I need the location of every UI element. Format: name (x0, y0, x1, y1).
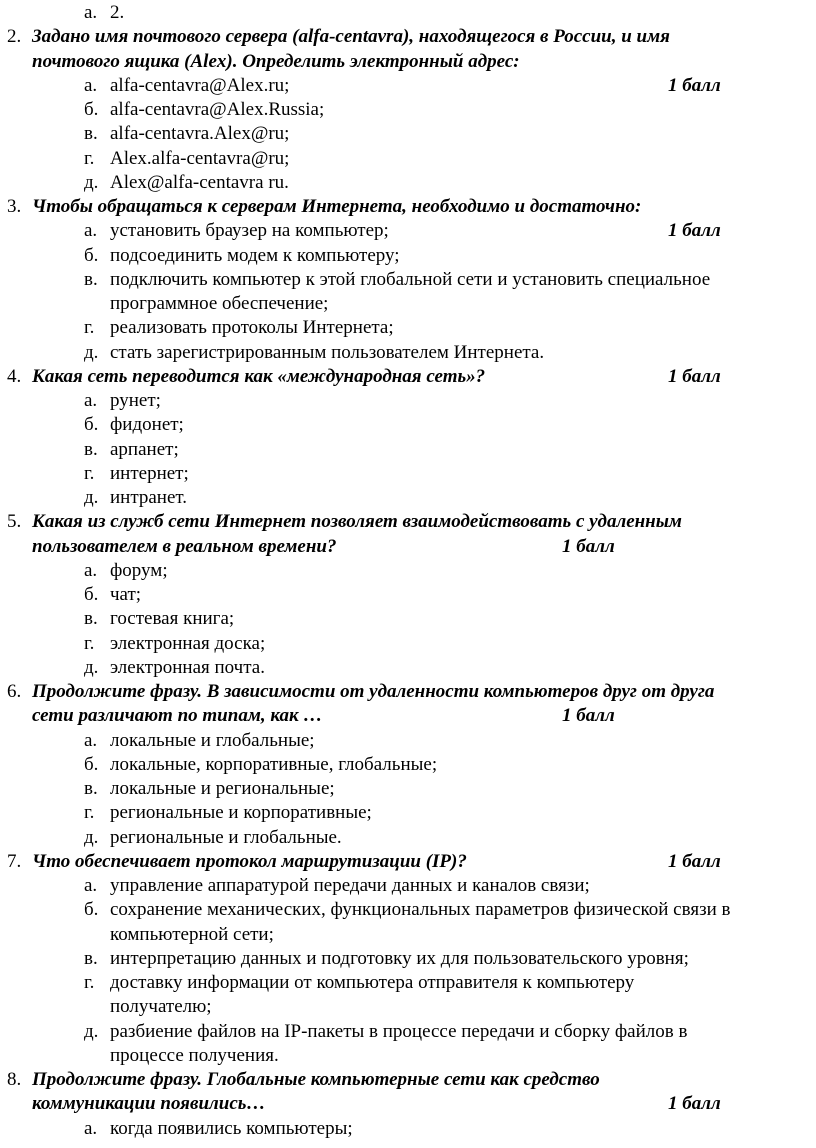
score-label: 1 балл (668, 851, 721, 872)
question-text-continued: почтового ящика (Alex). Определить электронный адрес: (32, 51, 520, 72)
option-letter: д. (84, 487, 99, 508)
option-letter: д. (84, 342, 99, 363)
option-text: alfa-centavra@Alex.Russia; (110, 99, 325, 120)
option-letter: г. (84, 802, 95, 823)
question-text: Продолжите фразу. В зависимости от удаленности компьютеров друг от друга (32, 681, 715, 702)
option-text: установить браузер на компьютер; (110, 220, 389, 241)
option-letter: а. (84, 1118, 98, 1139)
option-text: 2. (110, 2, 125, 23)
option-text: гостевая книга; (110, 608, 235, 629)
question-number: 2. (7, 26, 22, 47)
option-letter: а. (84, 875, 98, 896)
option-text-continued: компьютерной сети; (110, 924, 274, 945)
option-letter: г. (84, 317, 95, 338)
option-letter: д. (84, 657, 99, 678)
option-text: Alex.alfa-centavra@ru; (110, 148, 290, 169)
question-number: 7. (7, 851, 22, 872)
option-text: подключить компьютер к этой глобальной сети и установить специальное (110, 269, 711, 290)
option-text: доставку информации от компьютера отправителя к компьютеру (110, 972, 635, 993)
option-text: интерпретацию данных и подготовку их для пользовательского уровня; (110, 948, 689, 969)
option-letter: а. (84, 75, 98, 96)
option-letter: в. (84, 778, 98, 799)
option-text: когда появились компьютеры; (110, 1118, 353, 1139)
option-text: региональные и глобальные. (110, 827, 342, 848)
option-text: сохранение механических, функциональных параметров физической связи в (110, 899, 731, 920)
option-text: реализовать протоколы Интернета; (110, 317, 394, 338)
option-text: разбиение файлов на IP-пакеты в процессе передачи и сборку файлов в (110, 1021, 688, 1042)
option-letter: г. (84, 463, 95, 484)
option-text: форум; (110, 560, 168, 581)
question-number: 6. (7, 681, 22, 702)
option-letter: в. (84, 608, 98, 629)
option-text: региональные и корпоративные; (110, 802, 372, 823)
option-text: Alex@alfa-centavra ru. (110, 172, 289, 193)
option-letter: б. (84, 245, 99, 266)
score-label: 1 балл (562, 705, 615, 726)
question-text: Что обеспечивает протокол маршрутизации (IP)? (32, 851, 467, 872)
option-letter: г. (84, 972, 95, 993)
option-text: электронная доска; (110, 633, 266, 654)
option-text-continued: процессе получения. (110, 1045, 279, 1066)
option-text: локальные и региональные; (110, 778, 335, 799)
option-letter: в. (84, 439, 98, 460)
option-letter: а. (84, 560, 98, 581)
score-label: 1 балл (668, 1093, 721, 1114)
option-letter: б. (84, 414, 99, 435)
question-number: 5. (7, 511, 22, 532)
score-label: 1 балл (562, 536, 615, 557)
score-label: 1 балл (668, 220, 721, 241)
option-letter: а. (84, 2, 98, 23)
option-text: управление аппаратурой передачи данных и каналов связи; (110, 875, 590, 896)
option-letter: в. (84, 123, 98, 144)
option-text: чат; (110, 584, 142, 605)
option-letter: д. (84, 172, 99, 193)
option-text-continued: программное обеспечение; (110, 293, 329, 314)
option-letter: д. (84, 827, 99, 848)
question-text-continued: пользователем в реальном времени? (32, 536, 337, 557)
score-label: 1 балл (668, 75, 721, 96)
option-letter: а. (84, 390, 98, 411)
option-text: интернет; (110, 463, 189, 484)
option-text: локальные и глобальные; (110, 730, 315, 751)
option-text: локальные, корпоративные, глобальные; (110, 754, 438, 775)
question-text: Чтобы обращаться к серверам Интернета, необходимо и достаточно: (32, 196, 642, 217)
question-text: Какая сеть переводится как «международная сеть»? (32, 366, 486, 387)
score-label: 1 балл (668, 366, 721, 387)
option-letter: б. (84, 899, 99, 920)
option-text: alfa-centavra@Alex.ru; (110, 75, 290, 96)
option-text: alfa-centavra.Alex@ru; (110, 123, 290, 144)
option-letter: в. (84, 948, 98, 969)
option-letter: б. (84, 584, 99, 605)
option-text: электронная почта. (110, 657, 265, 678)
option-text: фидонет; (110, 414, 184, 435)
option-letter: г. (84, 148, 95, 169)
option-text: подсоединить модем к компьютеру; (110, 245, 400, 266)
option-text: арпанет; (110, 439, 179, 460)
option-letter: а. (84, 730, 98, 751)
option-text-continued: получателю; (110, 996, 212, 1017)
question-text: Какая из служб сети Интернет позволяет взаимодействовать с удаленным (32, 511, 682, 532)
option-letter: в. (84, 269, 98, 290)
question-number: 4. (7, 366, 22, 387)
option-letter: а. (84, 220, 98, 241)
question-text: Продолжите фразу. Глобальные компьютерные сети как средство (32, 1069, 600, 1090)
option-letter: г. (84, 633, 95, 654)
question-text: Задано имя почтового сервера (alfa-centavra), находящегося в России, и имя (32, 26, 670, 47)
option-text: рунет; (110, 390, 161, 411)
option-letter: б. (84, 99, 99, 120)
option-letter: д. (84, 1021, 99, 1042)
option-text: стать зарегистрированным пользователем Интернета. (110, 342, 545, 363)
option-text: интранет. (110, 487, 188, 508)
question-text-continued: сети различают по типам, как … (32, 705, 323, 726)
question-number: 3. (7, 196, 22, 217)
option-letter: б. (84, 754, 99, 775)
question-text-continued: коммуникации появились… (32, 1093, 266, 1114)
question-number: 8. (7, 1069, 22, 1090)
